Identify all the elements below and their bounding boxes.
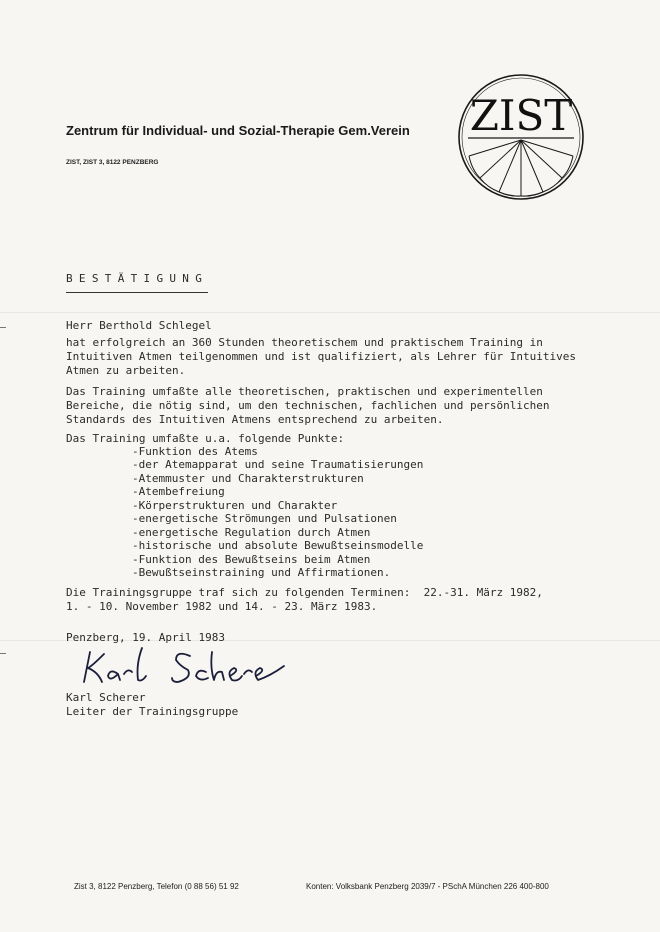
paragraph-line: hat erfolgreich an 360 Stunden theoretischem und praktischem Training in xyxy=(66,336,543,349)
list-item: -historische und absolute Bewußtseinsmodelle xyxy=(132,539,424,552)
list-item: -energetische Regulation durch Atmen xyxy=(132,526,371,539)
fold-line xyxy=(0,312,660,313)
list-item: -energetische Strömungen und Pulsationen xyxy=(132,512,397,525)
handwritten-signature xyxy=(80,644,290,690)
recipient: Herr Berthold Schlegel xyxy=(66,319,212,332)
paragraph-line: Atmen zu arbeiten. xyxy=(66,364,186,377)
signature-text: Karl Scherer xyxy=(80,644,86,645)
dates-line: 1. - 10. November 1982 und 14. - 23. März 1983. xyxy=(66,600,378,613)
paragraph-line: Standards des Intuitiven Atmens entsprechend zu arbeiten. xyxy=(66,413,444,426)
paragraph-line: Intuitiven Atmen teilgenommen und ist qualifiziert, als Lehrer für Intuitives xyxy=(66,350,576,363)
list-item: -Atemmuster und Charakterstrukturen xyxy=(132,472,364,485)
fold-mark xyxy=(0,653,6,654)
footer-address: Zist 3, 8122 Penzberg, Telefon (0 88 56) 51 92 xyxy=(74,882,239,891)
sender-address: ZIST, ZIST 3, 8122 PENZBERG xyxy=(66,159,159,166)
list-item: -Funktion des Atems xyxy=(132,445,258,458)
signer-name: Karl Scherer xyxy=(66,691,146,704)
points-intro: Das Training umfaßte u.a. folgende Punkte: xyxy=(66,432,345,445)
place-date: Penzberg, 19. April 1983 xyxy=(66,631,225,644)
zist-logo xyxy=(456,72,586,202)
heading-underline xyxy=(66,292,208,293)
list-item: -Körperstrukturen und Charakter xyxy=(132,499,338,512)
list-item: -Bewußtseinstraining und Affirmationen. xyxy=(132,566,391,579)
list-item: -der Atemapparat und seine Traumatisierungen xyxy=(132,458,424,471)
paragraph-line: Bereiche, die nötig sind, um den technischen, fachlichen und persönlichen xyxy=(66,399,550,412)
footer-bank: Konten: Volksbank Penzberg 2039/7 - PSchA München 226 400-800 xyxy=(306,882,549,891)
list-item: -Funktion des Bewußtseins beim Atmen xyxy=(132,553,371,566)
organization-name: Zentrum für Individual- und Sozial-Therapie Gem.Verein xyxy=(66,123,410,138)
paragraph-line: Das Training umfaßte alle theoretischen, praktischen und experimentellen xyxy=(66,385,543,398)
list-item: -Atembefreiung xyxy=(132,485,225,498)
dates-line: Die Trainingsgruppe traf sich zu folgenden Terminen: 22.-31. März 1982, xyxy=(66,586,543,599)
document-heading: BESTÄTIGUNG xyxy=(66,272,209,285)
fold-mark xyxy=(0,327,6,328)
signer-title: Leiter der Trainingsgruppe xyxy=(66,705,239,718)
logo-wordmark: ZIST xyxy=(469,91,573,140)
